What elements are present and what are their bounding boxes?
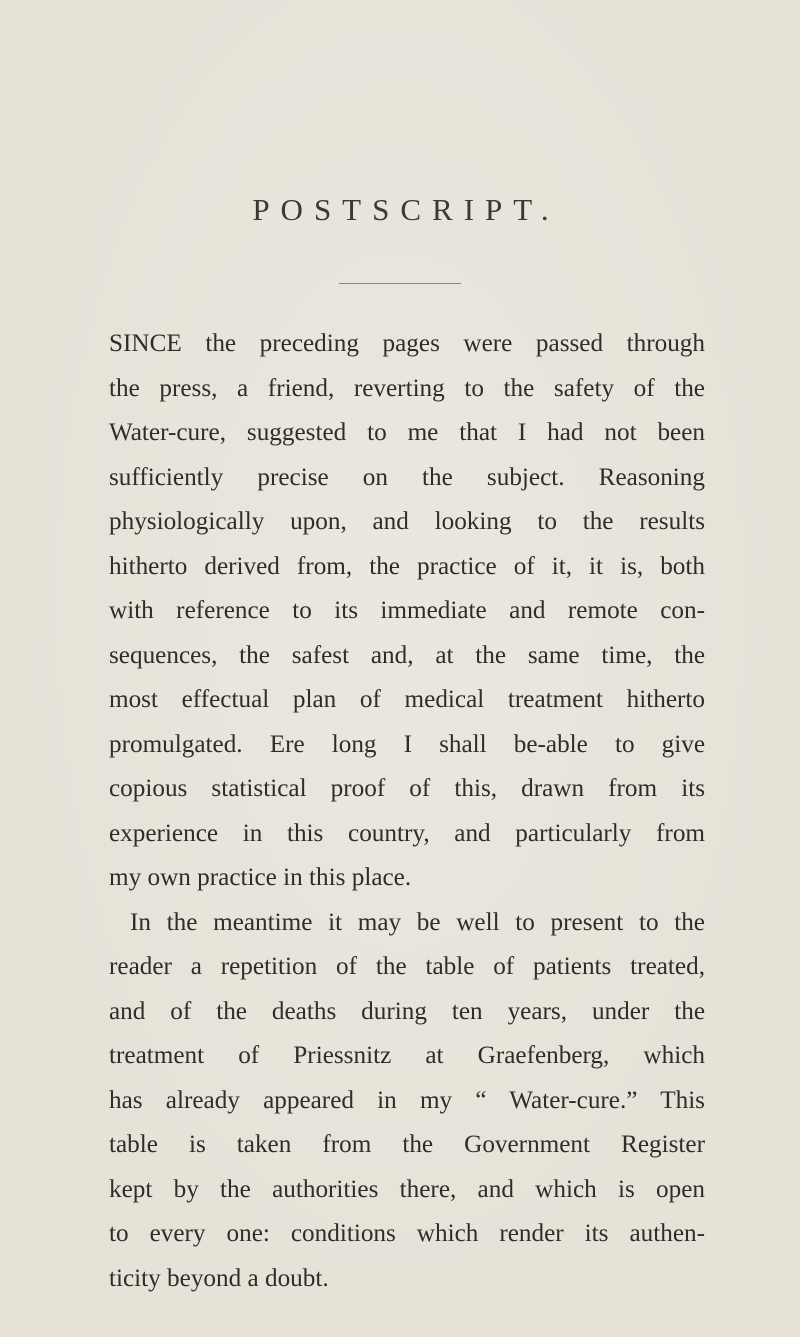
text-line: my own practice in this place. [109, 864, 412, 891]
text-line: reader a repetition of the table of patients treated, [109, 953, 705, 980]
text-line: SINCE the preceding pages were passed through [109, 330, 705, 357]
text-line: copious statistical proof of this, drawn from its [109, 775, 705, 802]
text-line: ticity beyond a doubt. [109, 1264, 329, 1292]
text-line: In the meantime it may be well to present to the [130, 908, 705, 936]
text-line: table is taken from the Government Register [109, 1131, 705, 1158]
body-text [109, 322, 705, 1301]
text-line: kept by the authorities there, and which is open [109, 1175, 705, 1203]
text-line: treatment of Priessnitz at Graefenberg, which [109, 1042, 705, 1069]
text-line: sufficiently precise on the subject. Reasoning [109, 463, 705, 491]
text-line: to every one: conditions which render its authen- [109, 1220, 705, 1247]
text-line: the press, a friend, reverting to the safety of the [109, 374, 705, 402]
paragraph-2 [109, 901, 705, 1302]
paragraph-1 [109, 322, 705, 901]
text-line: Water-cure, suggested to me that I had not been [109, 419, 705, 446]
heading-rule [339, 283, 461, 284]
text-line: has already appeared in my “ Water-cure.” This [109, 1086, 705, 1114]
text-line: hitherto derived from, the practice of it, it is, both [109, 552, 705, 580]
page-heading: POSTSCRIPT. [252, 192, 560, 227]
text-line: sequences, the safest and, at the same time, the [109, 641, 705, 669]
text-line: and of the deaths during ten years, under the [109, 997, 705, 1025]
text-line: with reference to its immediate and remote con- [109, 597, 705, 624]
text-line: experience in this country, and particularly from [109, 819, 705, 847]
text-line: most effectual plan of medical treatment hitherto [109, 686, 705, 713]
text-line: physiologically upon, and looking to the results [109, 508, 705, 535]
text-line: promulgated. Ere long I shall be-able to give [109, 730, 705, 758]
